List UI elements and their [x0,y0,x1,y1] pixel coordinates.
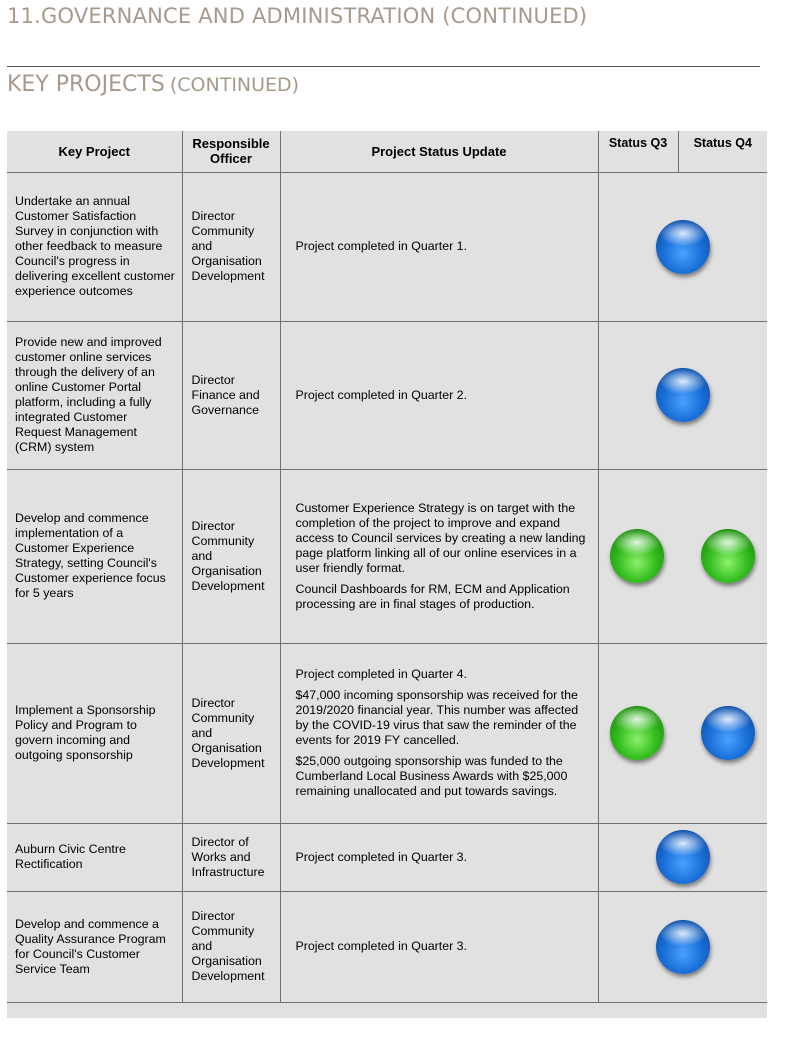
status-update-paragraph: Project completed in Quarter 3. [295,849,467,864]
sub-title-main: KEY PROJECTS [7,72,165,97]
status-cell [598,172,767,321]
key-project-cell: Implement a Sponsorship Policy and Program to govern incoming and outgoing sponsorship [7,643,182,823]
status-cell [598,321,767,469]
responsible-officer-cell: Director Community and Organisation Development [182,172,280,321]
title-divider [7,66,760,67]
status-cell [598,891,767,1002]
table-row [7,172,767,321]
table-row [7,823,767,891]
header-status-q4: Status Q4 [678,131,767,172]
status-update-paragraph: Project completed in Quarter 4. [295,667,467,681]
status-update-paragraph: Council Dashboards for RM, ECM and Application processing are in final stages of production. [295,581,570,611]
status-update-cell [280,469,598,643]
status-update-paragraph: Project completed in Quarter 3. [295,939,467,953]
key-projects-table [7,131,767,1003]
responsible-officer-cell: Director Community and Organisation Development [182,469,280,643]
status-update-cell [280,823,598,891]
table-row [7,891,767,1002]
table-row [7,643,767,823]
status-on-track-icon [610,529,664,583]
status-cell [598,643,767,823]
table-header-row [7,131,767,172]
header-status-q3: Status Q3 [598,131,678,172]
status-on-track-icon [610,706,664,760]
key-project-cell: Develop and commence a Quality Assurance Program for Council's Customer Service Team [7,891,182,1002]
status-on-track-icon [701,529,755,583]
status-update-cell [280,891,598,1002]
key-project-cell: Auburn Civic Centre Rectification [7,823,182,891]
status-update-paragraph: Project completed in Quarter 2. [295,387,467,402]
header-key-project: Key Project [7,131,182,172]
status-completed-icon [656,368,710,422]
status-cell [598,469,767,643]
responsible-officer-cell: Director Community and Organisation Development [182,891,280,1002]
sub-title [7,72,299,97]
table-row [7,469,767,643]
status-completed-icon [656,220,710,274]
section-title: 11.GOVERNANCE AND ADMINISTRATION (CONTINUED) [7,4,588,28]
status-update-paragraph: $25,000 outgoing sponsorship was funded to the Cumberland Local Business Awards with $25,000 remaining unallocated and put towards savings. [295,754,568,798]
status-update-cell [280,321,598,469]
status-cell [598,823,767,891]
header-responsible-officer: Responsible Officer [182,131,280,172]
status-update-paragraph: Project completed in Quarter 1. [295,239,467,253]
responsible-officer-cell: Director Finance and Governance [182,321,280,469]
table-row [7,321,767,469]
status-update-paragraph: Customer Experience Strategy is on target with the completion of the project to improve and expand access to Council services by creating a new landing page platform linking all of our online eservices in a user friendly format. [295,500,586,575]
header-status-update: Project Status Update [280,131,598,172]
responsible-officer-cell: Director Community and Organisation Development [182,643,280,823]
responsible-officer-cell: Director of Works and Infrastructure [182,823,280,891]
key-project-cell: Provide new and improved customer online services through the delivery of an online Customer Portal platform, including a fully integrated Customer Request Management (CRM) system [7,321,182,469]
status-completed-icon [701,706,755,760]
status-update-cell [280,643,598,823]
key-project-cell: Develop and commence implementation of a Customer Experience Strategy, setting Council's Customer experience focus for 5 years [7,469,182,643]
status-update-cell [280,172,598,321]
sub-title-suffix: (CONTINUED) [169,74,300,96]
status-update-paragraph: $47,000 incoming sponsorship was received for the 2019/2020 financial year. This number was affected by the COVID-19 virus that saw the reminder of the events for 2019 FY cancelled. [295,688,579,747]
key-project-cell: Undertake an annual Customer Satisfaction Survey in conjunction with other feedback to measure Council's progress in delivering excellent customer experience outcomes [7,172,182,321]
status-completed-icon [656,920,710,974]
status-completed-icon [656,830,710,884]
